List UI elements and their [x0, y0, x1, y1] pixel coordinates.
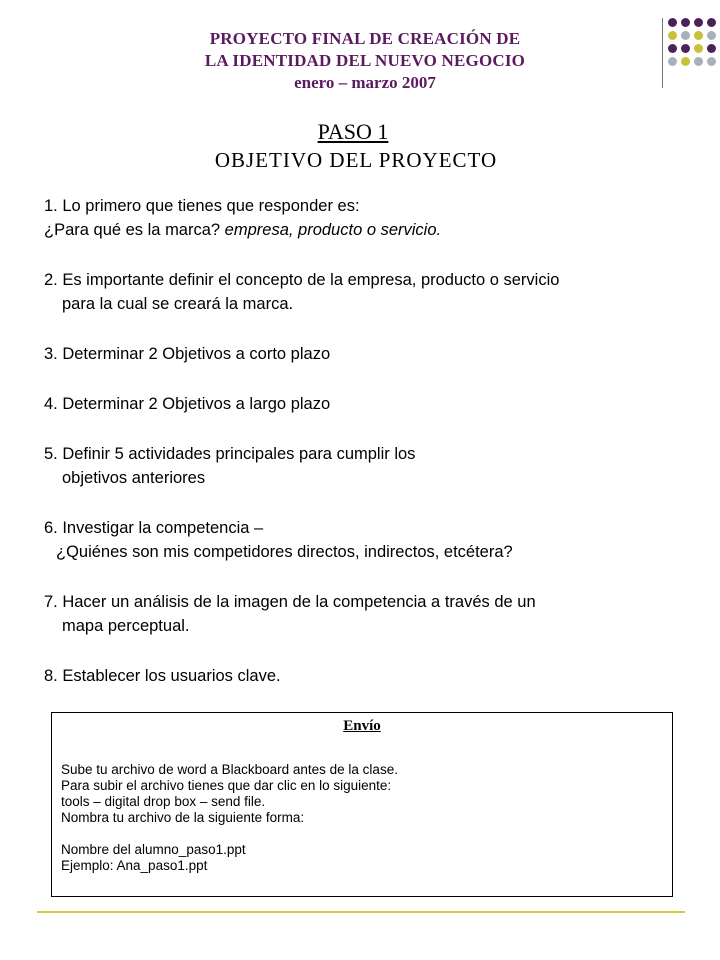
decorative-dot	[668, 57, 677, 66]
decorative-dot	[707, 57, 716, 66]
item-2-line-2: para la cual se creará la marca.	[62, 295, 294, 313]
step-heading	[0, 118, 720, 174]
step-title: PASO 1	[317, 119, 389, 144]
decorative-dot	[707, 44, 716, 53]
item-3: 3. Determinar 2 Objetivos a corto plazo	[44, 345, 331, 363]
step-subtitle: OBJETIVO DEL PROYECTO	[214, 148, 498, 172]
submission-line-4: Nombra tu archivo de la siguiente forma:	[61, 810, 305, 825]
item-6-line-2: ¿Quiénes son mis competidores directos, indirectos, etcétera?	[56, 543, 513, 561]
submission-box	[51, 712, 673, 897]
item-6-line-1: 6. Investigar la competencia –	[44, 519, 264, 537]
decorative-dot	[668, 44, 677, 53]
header-date: enero – marzo 2007	[294, 73, 436, 92]
decorative-vertical-line	[662, 18, 663, 88]
item-7-line-1: 7. Hacer un análisis de la imagen de la competencia a través de un	[44, 593, 536, 611]
submission-line-2: Para subir el archivo tienes que dar clic en lo siguiente:	[61, 778, 392, 793]
submission-title: Envío	[343, 718, 381, 734]
document-header	[150, 28, 580, 94]
item-2-line-1: 2. Es importante definir el concepto de la empresa, producto o servicio	[44, 271, 560, 289]
decorative-dot	[694, 44, 703, 53]
decorative-dot	[681, 31, 690, 40]
header-line-2: LA IDENTIDAD DEL NUEVO NEGOCIO	[204, 51, 526, 70]
instructions-list	[44, 194, 664, 688]
decorative-dot	[681, 18, 690, 27]
item-1-options: empresa, producto o servicio.	[224, 221, 442, 239]
decorative-dot	[694, 31, 703, 40]
decorative-dot-grid	[668, 18, 720, 78]
decorative-dot	[668, 31, 677, 40]
header-line-1: PROYECTO FINAL DE CREACIÓN DE	[209, 29, 521, 48]
item-5-line-1: 5. Definir 5 actividades principales para cumplir los	[44, 445, 416, 463]
decorative-dot	[707, 31, 716, 40]
decorative-dot	[668, 18, 677, 27]
item-5-line-2: objetivos anteriores	[62, 469, 206, 487]
item-1-line-1: 1. Lo primero que tienes que responder es:	[44, 197, 360, 215]
submission-line-3: tools – digital drop box – send file.	[61, 794, 266, 809]
footer-rule	[37, 911, 685, 913]
item-7-line-2: mapa perceptual.	[62, 617, 190, 635]
item-1-line-2	[44, 218, 664, 242]
item-8: 8. Establecer los usuarios clave.	[44, 667, 281, 685]
submission-line-1: Sube tu archivo de word a Blackboard antes de la clase.	[61, 762, 398, 777]
decorative-dot	[694, 18, 703, 27]
decorative-dot	[681, 57, 690, 66]
decorative-dot	[707, 18, 716, 27]
submission-line-6: Ejemplo: Ana_paso1.ppt	[61, 858, 208, 873]
decorative-dot	[694, 57, 703, 66]
item-4: 4. Determinar 2 Objetivos a largo plazo	[44, 395, 331, 413]
submission-instructions	[61, 762, 398, 874]
decorative-dot	[681, 44, 690, 53]
submission-line-5: Nombre del alumno_paso1.ppt	[61, 842, 246, 857]
item-1-question: ¿Para qué es la marca?	[44, 221, 225, 239]
